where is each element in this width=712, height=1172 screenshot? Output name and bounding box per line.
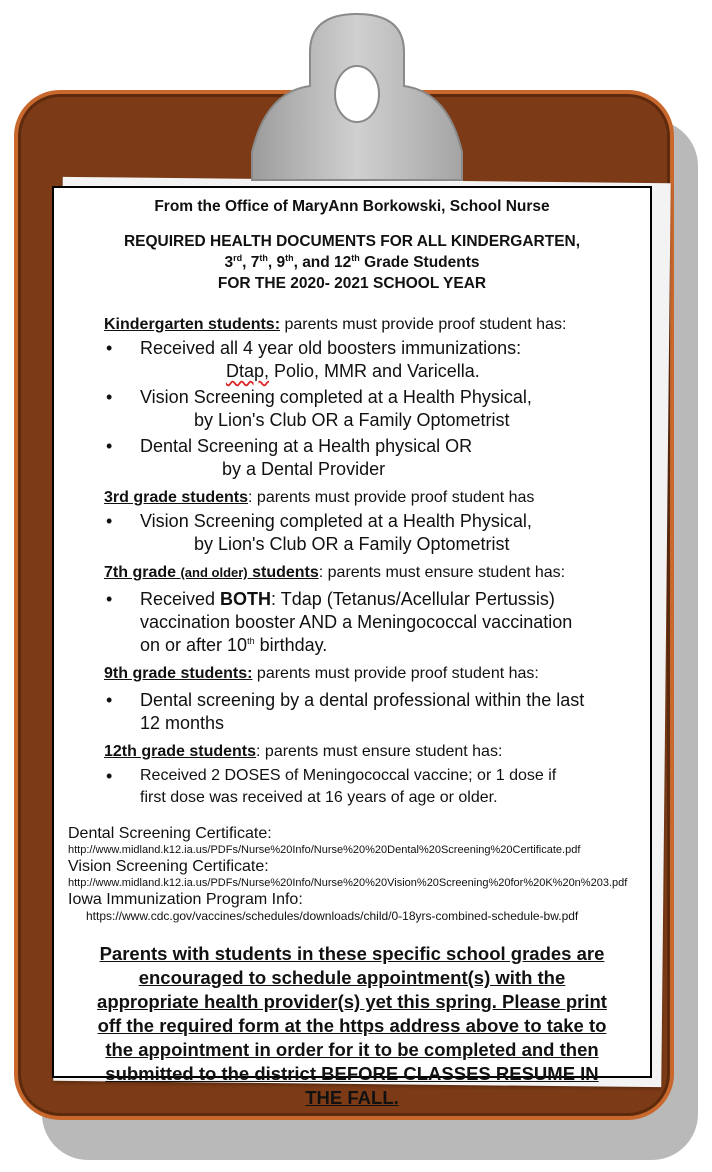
twelfth-grade-section-heading: 12th grade students: parents must ensure student has: — [104, 743, 503, 760]
title-line-3: FOR THE 2020- 2021 SCHOOL YEAR — [217, 275, 487, 292]
bullet-dot: • — [106, 690, 113, 710]
ninth-grade-section-heading: 9th grade students: parents must provide proof student has: — [104, 665, 539, 682]
kindergarten-section-heading: Kindergarten students: parents must provide proof student has: — [104, 316, 567, 333]
notice-document — [52, 186, 652, 1108]
iowa-immunization-label: Iowa Immunization Program Info: — [68, 891, 303, 908]
bullet-dot: • — [106, 387, 113, 407]
third-grade-list — [54, 510, 650, 556]
list-item: • Received all 4 year old boosters immunizations: Dtap, Polio, MMR and Varicella. — [106, 338, 522, 381]
kindergarten-list — [54, 337, 650, 481]
list-item: • Received 2 DOSES of Meningococcal vaccine; or 1 dose if first dose was received at 16 years of age or older. — [106, 766, 557, 806]
seventh-grade-list — [54, 588, 650, 657]
ninth-grade-list — [54, 689, 650, 735]
bullet-dot: • — [106, 766, 113, 786]
parent-notice: Parents with students in these specific school grades are encouraged to schedule appointment(s) with the appropriate health provider(s) yet this spring. Please print off the required form at the https address above to take to the appointment in order for it to be completed and then submitted to the district BEFORE CLASSES RESUME IN THE FALL. — [97, 943, 607, 1108]
third-grade-section-heading: 3rd grade students: parents must provide proof student has — [104, 489, 535, 506]
vision-certificate-link[interactable]: http://www.midland.k12.ia.us/PDFs/Nurse%20Info/Nurse%20%20Vision%20Screening%20for%20K%20n%203.pdf — [68, 877, 628, 889]
title-line-2: 3rd, 7th, 9th, and 12th Grade Students — [224, 252, 480, 271]
list-item: • Dental Screening at a Health physical OR by a Dental Provider — [106, 436, 473, 479]
list-item: • Vision Screening completed at a Health Physical, by Lion's Club OR a Family Optometrist — [106, 387, 532, 430]
certificate-links — [68, 825, 650, 924]
seventh-grade-section-heading: 7th grade (and older) students: parents must ensure student has: — [104, 564, 566, 581]
bullet-dot: • — [106, 338, 113, 358]
title-line-1: REQUIRED HEALTH DOCUMENTS FOR ALL KINDERGARTEN, — [123, 233, 581, 250]
bullet-dot: • — [106, 589, 113, 609]
list-item: • Dental screening by a dental professional within the last 12 months — [106, 690, 585, 733]
list-item: • Received BOTH: Tdap (Tetanus/Acellular Pertussis) vaccination booster AND a Meningococcal vaccination on or after 10th birthday. — [106, 589, 573, 655]
list-item: • Vision Screening completed at a Health Physical, by Lion's Club OR a Family Optometrist — [106, 511, 532, 554]
bullet-dot: • — [106, 511, 113, 531]
dental-certificate-label: Dental Screening Certificate: — [68, 825, 272, 842]
clipboard-clip-icon — [248, 12, 466, 184]
twelfth-grade-list — [54, 765, 650, 809]
dental-certificate-link[interactable]: http://www.midland.k12.ia.us/PDFs/Nurse%20Info/Nurse%20%20Dental%20Screening%20Certificate.pdf — [68, 844, 581, 856]
bullet-dot: • — [106, 436, 113, 456]
vision-certificate-label: Vision Screening Certificate: — [68, 858, 269, 875]
iowa-immunization-link[interactable]: https://www.cdc.gov/vaccines/schedules/downloads/child/0-18yrs-combined-schedule-bw.pdf — [86, 909, 579, 923]
office-line: From the Office of MaryAnn Borkowski, School Nurse — [154, 198, 550, 215]
